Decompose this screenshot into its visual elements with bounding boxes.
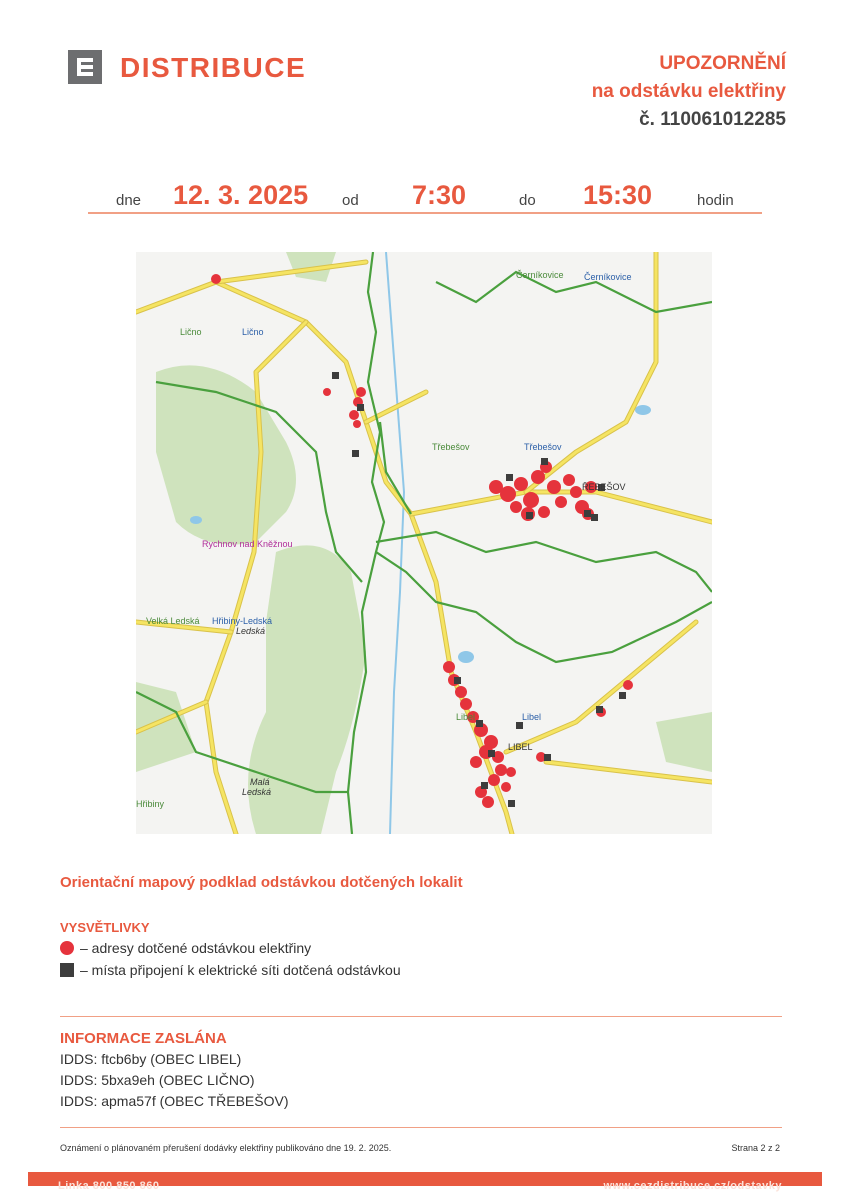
notice-heading: UPOZORNĚNÍ (659, 53, 786, 74)
label-day: dne (116, 192, 142, 209)
website-link[interactable]: www.cezdistribuce.cz/odstavky (603, 1180, 782, 1192)
connection-point-marker (591, 514, 598, 521)
label-from: od (342, 192, 359, 209)
publication-note: Oznámení o plánovaném přerušení dodávky elektřiny publikováno dne 19. 2. 2025. (60, 1143, 392, 1153)
pond (635, 405, 651, 415)
map-label: LIBEL (508, 742, 533, 752)
map-label: Třebešov (524, 442, 562, 452)
hotline-text: Linka 800 850 860 (58, 1180, 160, 1192)
address-marker (349, 410, 359, 420)
info-item: IDDS: 5bxa9eh (OBEC LIČNO) (60, 1072, 255, 1088)
address-marker (211, 274, 221, 284)
connection-point-marker (526, 512, 533, 519)
logo-text: DISTRIBUCE (120, 52, 307, 83)
address-marker (538, 506, 550, 518)
map-label: Malá (250, 777, 270, 787)
dark-square-icon (60, 963, 74, 977)
forest-area (656, 712, 712, 772)
legend-heading: VYSVĚTLIVKY (60, 920, 150, 935)
divider (60, 1127, 782, 1128)
map-label: Velká Ledská (146, 616, 200, 626)
map-label: Hřibiny-Ledská (212, 616, 273, 626)
legend-text: – místa připojení k elektrické síti dotčená odstávkou (80, 962, 401, 978)
address-marker (501, 782, 511, 792)
address-marker (482, 796, 494, 808)
address-marker (488, 774, 500, 786)
map-label: Lično (180, 327, 202, 337)
address-marker (500, 486, 516, 502)
connection-point-marker (357, 404, 364, 411)
river (386, 252, 404, 834)
outage-date: 12. 3. 2025 (173, 180, 309, 210)
address-marker (570, 486, 582, 498)
address-marker-cluster (443, 661, 633, 808)
address-marker (623, 680, 633, 690)
address-marker (356, 387, 366, 397)
info-item: IDDS: apma57f (OBEC TŘEBEŠOV) (60, 1093, 289, 1109)
connection-point-marker (544, 754, 551, 761)
red-dot-icon (60, 941, 74, 955)
map-label: Třebešov (432, 442, 470, 452)
address-marker (510, 501, 522, 513)
map-label: Lično (242, 327, 264, 337)
footer-bar (28, 1172, 822, 1192)
pond (190, 516, 202, 524)
map-canvas (136, 252, 712, 834)
connection-point-marker (352, 450, 359, 457)
connection-point-marker (516, 722, 523, 729)
address-marker (353, 420, 361, 428)
map-caption: Orientační mapový podklad odstávkou dotčených lokalit (60, 874, 463, 891)
time-from: 7:30 (412, 180, 467, 210)
notice-subheading: na odstávku elektřiny (591, 81, 786, 102)
connection-point-marker (476, 720, 483, 727)
address-marker (455, 686, 467, 698)
address-marker (514, 477, 528, 491)
connection-point-marker (584, 510, 591, 517)
map-label: ŘEBEŠOV (582, 482, 626, 492)
date-underline (88, 212, 762, 214)
address-marker (323, 388, 331, 396)
address-marker (563, 474, 575, 486)
time-to: 15:30 (583, 180, 653, 210)
address-marker (495, 764, 507, 776)
logo-icon (68, 50, 102, 84)
notice-number: č. 110061012285 (639, 109, 786, 130)
map-label: Ledská (242, 787, 272, 797)
address-marker (547, 480, 561, 494)
connection-point-marker (596, 706, 603, 713)
map-label: Černíkovice (516, 270, 564, 280)
map-label: Rychnov nad Kněžnou (202, 539, 293, 549)
connection-point-marker (332, 372, 339, 379)
label-to: do (519, 192, 536, 209)
address-marker (555, 496, 567, 508)
address-marker (443, 661, 455, 673)
label-hours: hodin (697, 192, 734, 209)
address-marker (523, 492, 539, 508)
legend-item-addresses (60, 940, 311, 956)
connection-point-marker (454, 677, 461, 684)
info-heading: INFORMACE ZASLÁNA (60, 1030, 227, 1047)
map-label: Ledská (236, 626, 266, 636)
divider (60, 1016, 782, 1017)
outage-map (136, 252, 712, 834)
info-item: IDDS: ftcb6by (OBEC LIBEL) (60, 1051, 242, 1067)
forest-area (156, 365, 296, 544)
map-label: Libel (522, 712, 542, 722)
map-label: Hřibiny (136, 799, 165, 809)
connection-point-marker (619, 692, 626, 699)
map-label: Libel (456, 712, 476, 722)
connection-point-marker (506, 474, 513, 481)
connection-point-marker (541, 458, 548, 465)
notice-title (592, 50, 786, 134)
map-label: Černíkovice (584, 272, 632, 282)
address-marker (460, 698, 472, 710)
legend-text: – adresy dotčené odstávkou elektřiny (80, 940, 312, 956)
address-marker (470, 756, 482, 768)
connection-point-marker (481, 782, 488, 789)
legend-item-connections (60, 962, 401, 978)
connection-point-marker (508, 800, 515, 807)
page-number: Strana 2 z 2 (731, 1143, 780, 1153)
connection-point-marker (488, 750, 495, 757)
pond (458, 651, 474, 663)
address-marker (506, 767, 516, 777)
